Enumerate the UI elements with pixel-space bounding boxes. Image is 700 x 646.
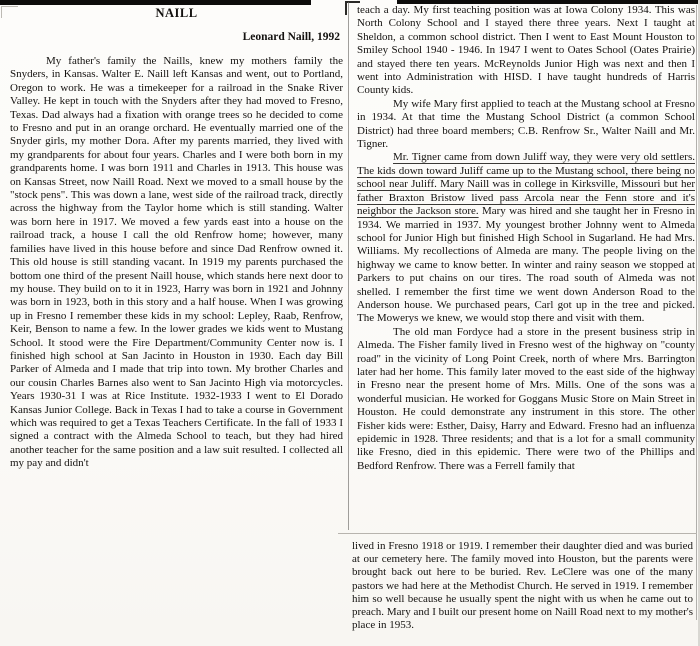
paragraph-3-continuation: Mary was hired and she taught her in Fresno in 1934. We married in 1937. My youngest brother Johnny went to Almeda school for Junior High but finished High School in Sugarland. He had Mrs. Williams. My recollections of Almeda are many. The people living on the highway we came to know better. In winter and rainy season we stopped at Parkers to put chains on our tires. The road south of Almeda was not shelled. I remember the first time we went down Anderson Road to the Anderson house. We purchased pears, Carl got up in the tree and picked. The Mowerys we knew, we would stop there and visit with them. [357,205,695,325]
footer-paragraph: lived in Fresno 1918 or 1919. I remember their daughter died and was buried at our cemetery here. The family moved into Houston, but the parents were brought back out here to be buried. Rev. LeClere was one of the many pastors we had here at the Methodist Church. He served in 1919. I remember him so well because he usually spent the night with us when he came out to preach. Mary and I built our present home on Naill Road next to my mother's place in 1953. [352,540,693,632]
right-column [357,4,695,473]
right-paragraph-3 [357,151,695,325]
left-column-paragraph: My father's family the Naills, knew my mothers family the Snyders, in Kansas. Walter E. Naill left Kansas and went, out to Portland, Oregon to work. He was a timekeeper for a railroad in the Snake River Valley. He kept in touch with the Snyders after they had moved to Fresno, Texas. Dad always had a fixation with orange trees so he decided to come to Fresno and put in an orange orchard. He eventually married one of the Snyder girls, my mother Dora. After my parents married, they lived with my grandparents for about four years. Charles and I were both born in my grandparents home. I was born 1911 and Charles in 1913. This house was on Kansas Street, now Naill Road. Next we moved to a small house by the "stock pens". This was down a lane, west side of the railroad track, directly across the highway from the Taylor home which is still standing. Walter was born here in 1917. We moved a few yards east into a house on the railroad track, a house I call the old Renfrow home; however, many families have lived in this house before and since Dad Renfrow owned it. This old house is still standing vacant. In 1919 my parents purchased the bottom one third of the present Naill house, which stands here next door to my house. They build on to it in 1923, Harry was born in 1921 and Johnny was born in 1923, both in this story and a half house. When I was growing up in Fresno I remember these kids in my school: Lepley, Raab, Renfrow, Keir, Benson to name a few. In the lower grades we kids went to Mustang School. It stood were the Fire Department/Community Center now is. I finished high school at San Jacinto in Houston in 1930. Each day Bill Parker of Almeda and I made that trip into town. My brother Charles and our cousin Charles Barnes also went to San Jacinto High via motorcycles. Years 1930-31 I was at Rice Institute. 1932-1933 I went to El Dorado Kansas Junior College. Back in Texas I had to take a course in Government which was required to get a Texas Teachers Certificate. In the fall of 1933 I signed a contract with the Almeda School to teach, but they had hired another teacher for the same position and a law suit resulted. I collected all my pay and didn't [10,55,343,470]
document-byline: Leonard Naill, 1992 [242,31,340,43]
right-paragraph-2: My wife Mary first applied to teach at the Mustang school at Fresno in 1934. At that time the Mustang School District (a common School District) had three board members; C.B. Renfrow Sr., Walter Naill and Mr. Tigner. [357,97,695,151]
right-paragraph-4: The old man Fordyce had a store in the present business strip in Almeda. The Fisher family lived in Fresno west of the highway on "county road" in the vicinity of Long Point Creek, north of where Mrs. Barrington later had her home. This family later moved to the east side of the highway in Fresno near the present home of Mrs. Mills. One of the sons was a wonderful musician. He worked for Goggans Music Store on Main Street in Houston. He could demonstrate any instrument in this store. The other Fisher kids were: Esther, Daisy, Harry and Edward. Fresno had an influenza epidemic in 1928. Three residents; and that is a lot for a small community like Fresno, died in this epidemic. There were two of the Phillips and Bedford Renfrow. There was a Ferrell family that [357,325,695,472]
footer-separator-line [338,533,697,534]
document-title: NAILL [155,6,198,20]
bottom-continuation-block [352,540,693,632]
right-edge-line [696,5,697,620]
column-divider-line [348,2,349,530]
top-edge-band-left [0,0,311,5]
underlined-passage: Mr. Tigner came from down Juliff way, they were very old settlers. The kids down toward Juliff came up to the Mustang school, there being no school near Juliff. Mary Naill was in college in Kirksville, Missouri but her father Braxton Bristow lived pass Arcola near the Fenn store and it's neighbor the Jackson store. [357,151,695,218]
right-paragraph-1: teach a day. My first teaching position was at Iowa Colony 1934. This was North Colony School and I stayed there three years. Next I taught at Sheldon, a common school district. Then I went to East Mount Houston to Smiley School 1940 - 1946. In 1947 I went to Oates School (Oates Prairie) and stayed there ten years. McReynolds Junior High was next and then I went into Administration with HISD. I have taught hundreds of Harris County kids. [357,4,695,97]
left-column [10,55,343,471]
